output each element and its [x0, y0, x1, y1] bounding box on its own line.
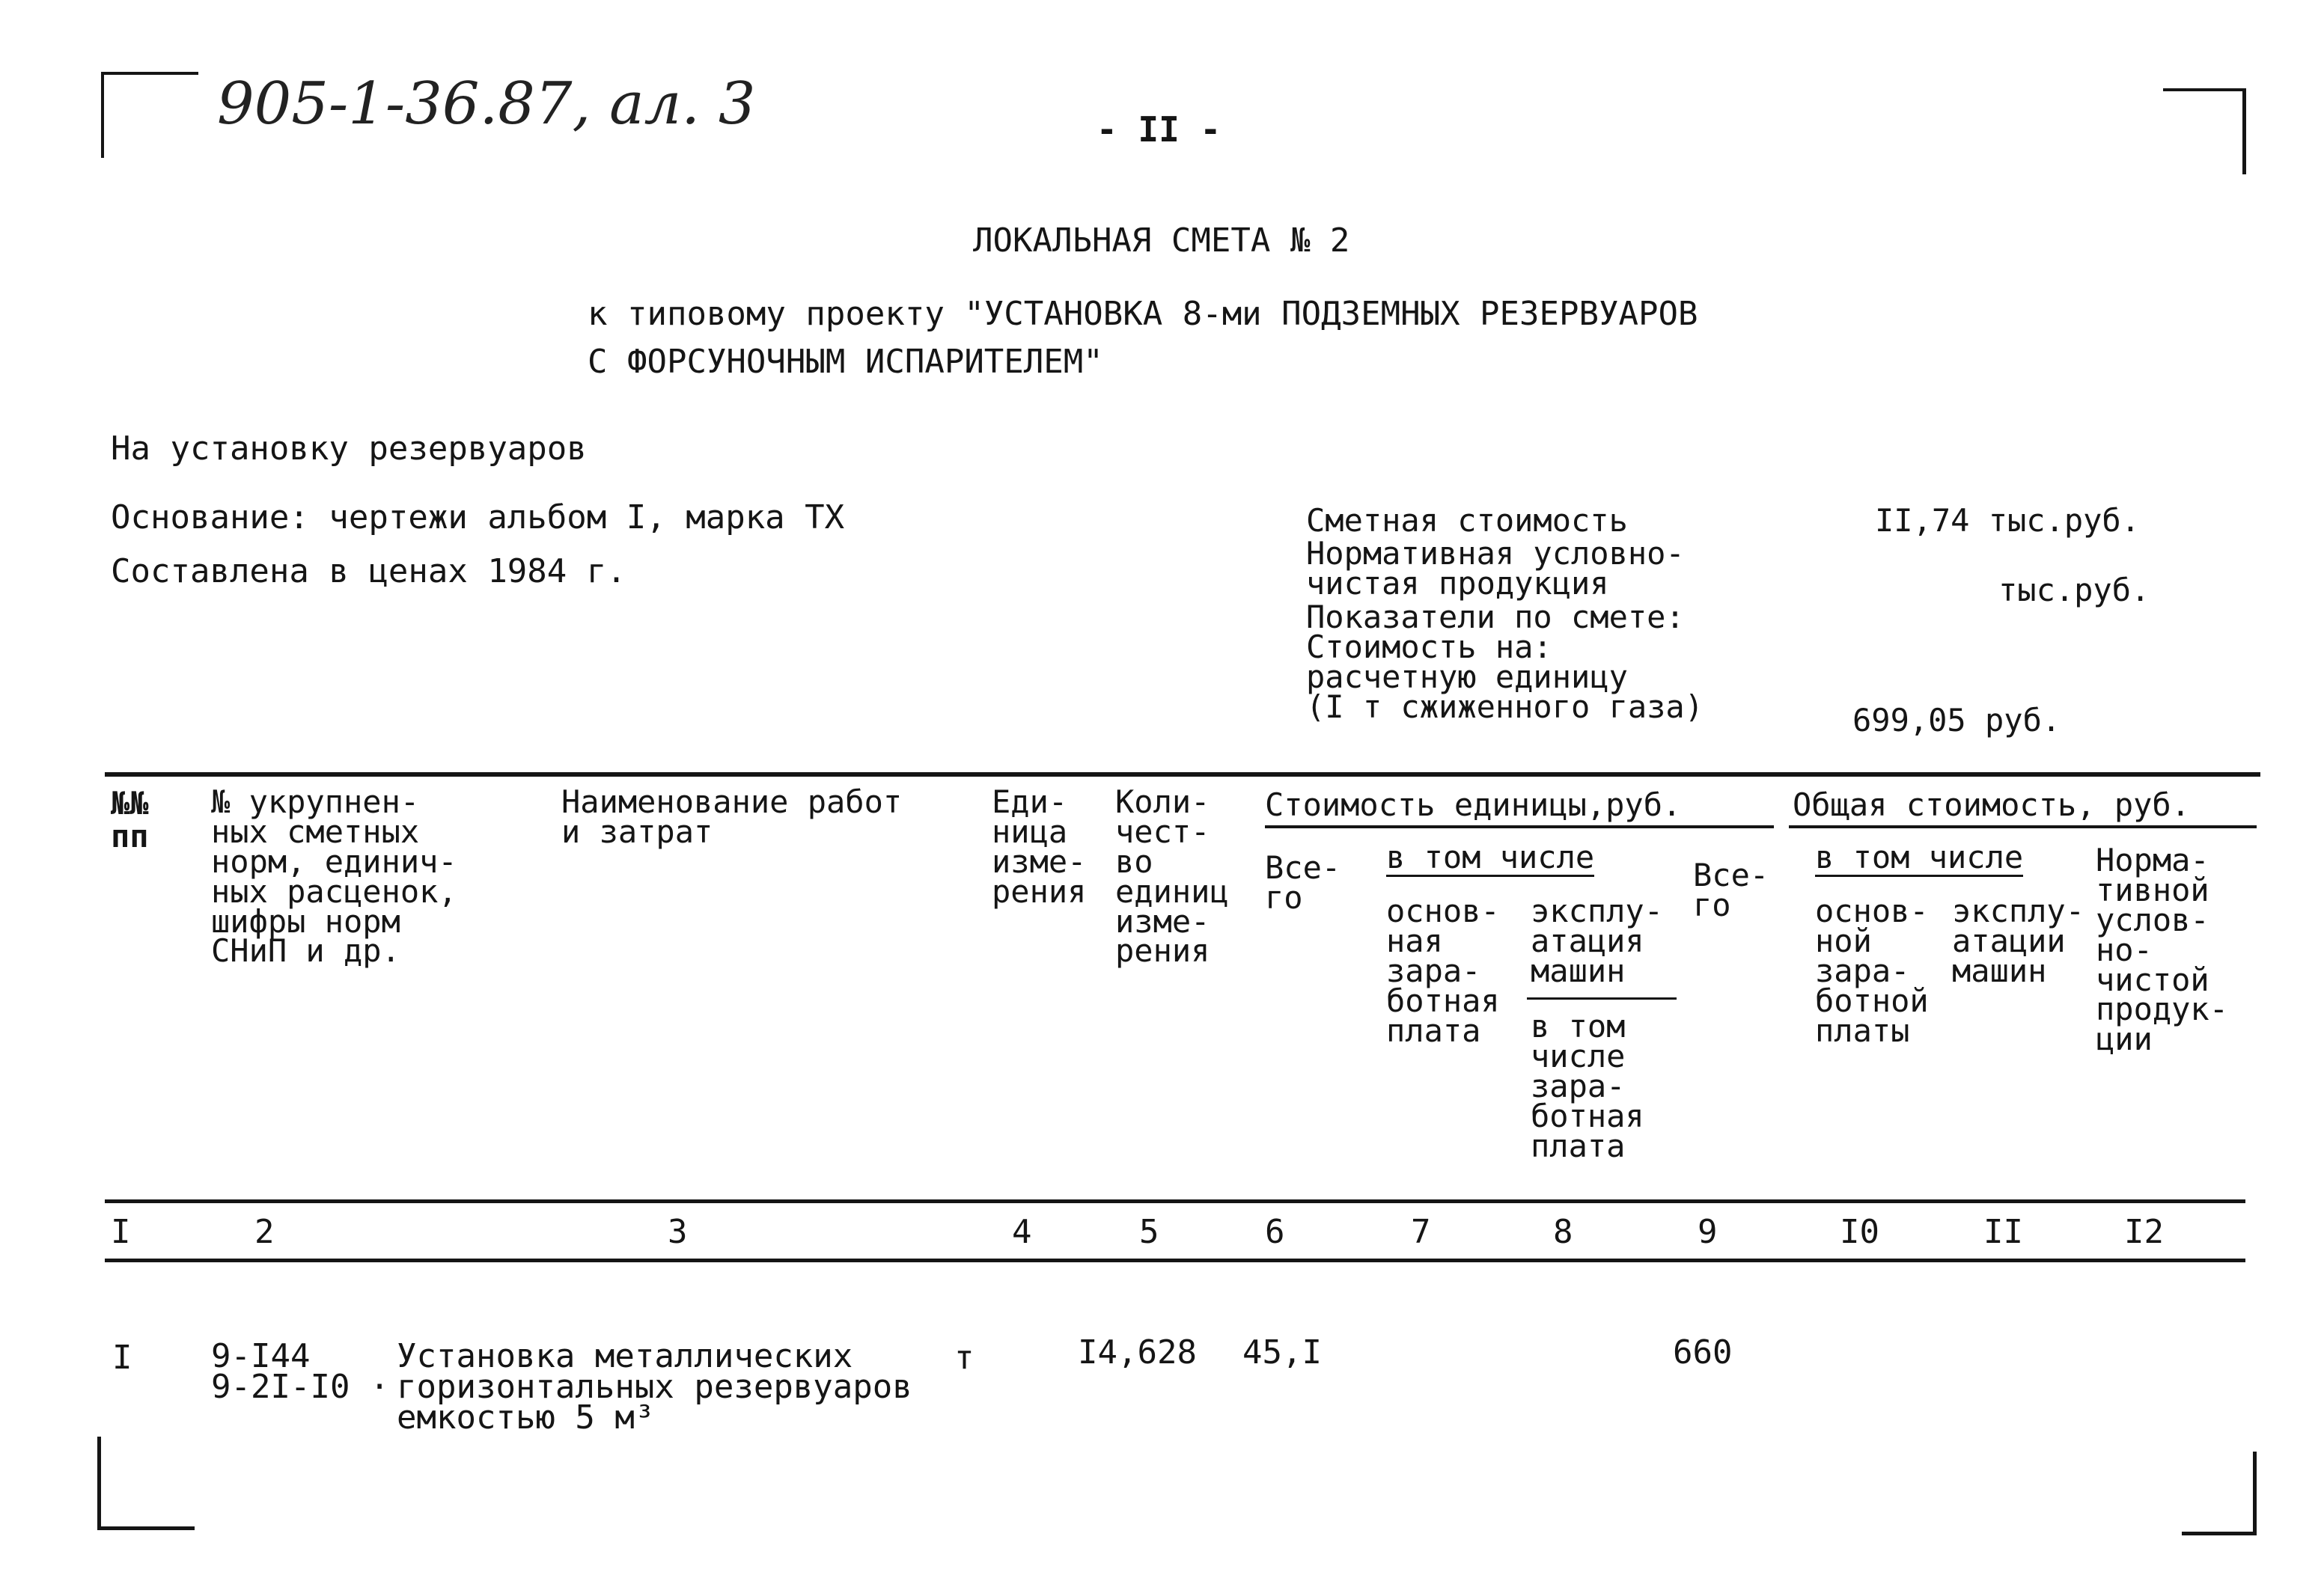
corner-top-right-h — [2163, 88, 2245, 91]
column-number-1: I — [111, 1213, 131, 1251]
header-norm-code: № укрупнен- ных сметных норм, единич- ных расценок, шифры норм СНиП и др. — [211, 783, 457, 970]
column-number-3: 3 — [668, 1213, 688, 1251]
header-machine-operation: эксплу- атация машин — [1531, 893, 1664, 989]
page-number: - II - — [1097, 109, 1222, 150]
header-bottom-rule — [105, 1199, 2245, 1203]
header-normative-product: Норма- тивной услов- но- чистой продук- ции — [2096, 842, 2229, 1058]
column-number-8: 8 — [1553, 1213, 1573, 1251]
column-number-5: 5 — [1139, 1213, 1159, 1251]
corner-bottom-left-v — [97, 1437, 101, 1530]
column-number-4: 4 — [1012, 1213, 1032, 1251]
document-title: ЛОКАЛЬНАЯ СМЕТА № 2 — [973, 221, 1350, 260]
purpose-text: На установку резервуаров — [111, 429, 587, 468]
unit-cost-group-rule — [1265, 825, 1774, 828]
header-unit-including: в том числе — [1386, 839, 1595, 875]
corner-bottom-right-h — [2182, 1532, 2257, 1535]
header-unit-cost-group: Стоимость единицы,руб. — [1265, 786, 1682, 823]
summary-normative-value: тыс.руб. — [1998, 572, 2150, 608]
column-number-12: I2 — [2124, 1213, 2164, 1251]
row-1-name: Установка металлических горизонтальных резервуаров емкостью 5 м³ — [397, 1337, 912, 1437]
subtitle-line-1: к типовому проекту "УСТАНОВКА 8-ми ПОДЗЕМНЫХ РЕЗЕРВУАРОВ — [588, 295, 1698, 333]
corner-top-left-h — [101, 72, 198, 75]
row-1-quantity: I4,628 — [1078, 1333, 1197, 1372]
header-work-name: Наименование работ и затрат — [561, 783, 903, 850]
header-total-including: в том числе — [1815, 839, 2024, 875]
row-1-total: 660 — [1673, 1333, 1733, 1372]
corner-top-right-v — [2242, 88, 2246, 174]
header-total-base-salary: основ- ной зара- ботной платы — [1815, 893, 1929, 1049]
corner-bottom-left-h — [97, 1526, 195, 1530]
basis-text: Основание: чертежи альбом I, марка ТХ — [111, 498, 845, 536]
subtitle-line-2: С ФОРСУНОЧНЫМ ИСПАРИТЕЛЕМ" — [588, 343, 1103, 381]
header-unit: Еди- ница изме- рения — [992, 783, 1087, 910]
corner-top-left-v — [101, 72, 104, 158]
machine-subrule — [1527, 997, 1677, 1000]
header-row-number: №№ пп — [111, 785, 149, 855]
header-unit-total: Все- го — [1265, 849, 1341, 916]
header-machine-salary: в том числе зара- ботная плата — [1531, 1008, 1644, 1164]
column-number-10: I0 — [1840, 1213, 1879, 1251]
row-1-number: I — [112, 1339, 132, 1377]
header-base-salary: основ- ная зара- ботная плата — [1386, 893, 1500, 1049]
row-1-unit-total: 45,I — [1242, 1333, 1322, 1372]
summary-cost-value: II,74 тыс.руб. — [1875, 502, 2141, 539]
row-1-unit: т — [954, 1339, 975, 1377]
header-total-cost-group: Общая стоимость, руб. — [1793, 786, 2191, 823]
summary-cost-label: Сметная стоимость — [1306, 502, 1628, 539]
column-number-2: 2 — [254, 1213, 275, 1251]
column-number-6: 6 — [1265, 1213, 1285, 1251]
header-quantity: Коли- чест- во единиц изме- рения — [1115, 783, 1229, 970]
column-number-9: 9 — [1698, 1213, 1718, 1251]
row-1-code: 9-I44 9-2I-I0 · — [211, 1337, 390, 1406]
header-total: Все- го — [1693, 857, 1769, 923]
summary-indicators-value: 699,05 руб. — [1852, 702, 2061, 739]
table-top-rule — [105, 772, 2260, 777]
header-total-machine-operation: эксплу- атации машин — [1952, 893, 2085, 989]
column-numbers-rule — [105, 1259, 2245, 1262]
total-cost-group-rule — [1789, 825, 2257, 828]
prices-text: Составлена в ценах 1984 г. — [111, 552, 626, 590]
summary-normative-label: Нормативная условно- чистая продукция — [1306, 535, 1685, 602]
summary-indicators-label: Показатели по смете: Стоимость на: расчетную единицу (I т сжиженного газа) — [1306, 599, 1704, 725]
document-stamp: 905-1-36.87, ал. 3 — [217, 70, 756, 138]
corner-bottom-right-v — [2253, 1452, 2257, 1535]
column-number-7: 7 — [1411, 1213, 1431, 1251]
column-number-11: II — [1983, 1213, 2023, 1251]
